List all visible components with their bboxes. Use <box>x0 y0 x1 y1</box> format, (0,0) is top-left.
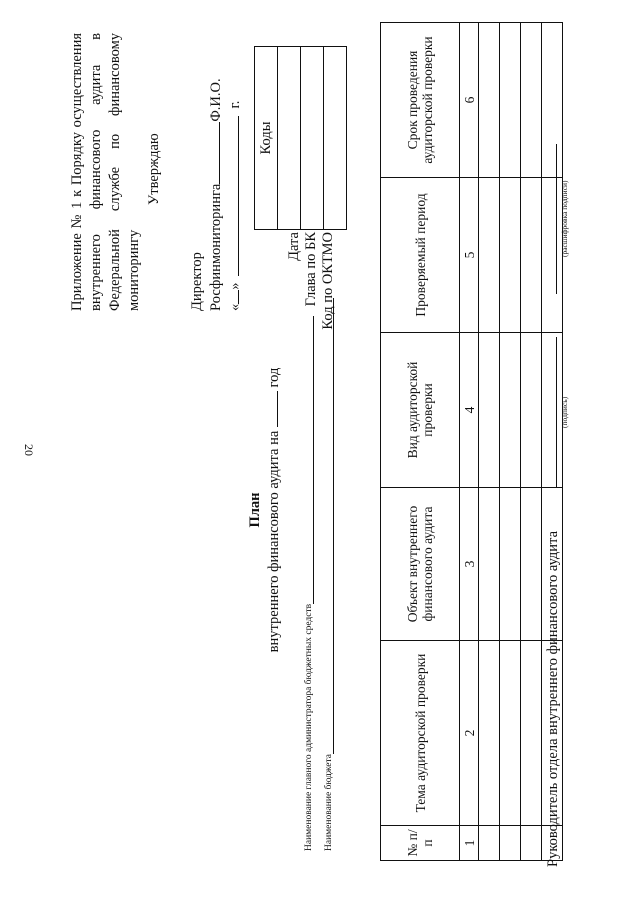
signature-decode-line <box>542 144 569 294</box>
date-year-suffix: г. <box>227 100 243 109</box>
code-label-oktmo: Код по ОКТМО <box>320 232 336 330</box>
table-cell <box>500 641 521 826</box>
table-cell <box>521 641 542 826</box>
table-cell <box>479 178 500 333</box>
table-cell <box>479 826 500 861</box>
budget-blank <box>324 298 334 754</box>
date-month-blank <box>226 117 239 277</box>
table-cell <box>479 488 500 641</box>
table-cell <box>479 333 500 488</box>
table-cell <box>479 641 500 826</box>
table-cell: 4 <box>460 333 479 488</box>
table-cell <box>500 23 521 178</box>
signature-decode-caption: (расшифровка подписи) <box>560 180 569 258</box>
header-topic: Тема аудиторской проверки <box>381 641 460 826</box>
code-label-date: Дата <box>286 232 302 261</box>
table-cell <box>500 333 521 488</box>
plan-title: План <box>247 492 263 528</box>
codes-table <box>254 46 347 230</box>
table-cell: 3 <box>460 488 479 641</box>
plan-subtitle-suffix: год <box>266 367 282 388</box>
director-name: Ф.И.О. <box>208 78 224 122</box>
table-cell <box>521 333 542 488</box>
table-number-row <box>460 23 479 861</box>
page-number: 20 <box>22 444 36 456</box>
plan-title-block <box>246 295 284 725</box>
header-deadline: Срок проведения аудиторской проверки <box>381 23 460 178</box>
plan-subtitle <box>265 295 284 725</box>
table-cell <box>500 178 521 333</box>
admin-blank <box>304 316 314 604</box>
table-cell <box>500 826 521 861</box>
header-period: Проверяемый период <box>381 178 460 333</box>
code-cell-date <box>278 47 301 230</box>
header-object: Объект внутреннего финансового аудита <box>381 488 460 641</box>
table-row <box>479 23 500 861</box>
plan-year-blank <box>267 391 278 427</box>
date-close-quote: » <box>227 282 243 290</box>
director-signature-line <box>207 36 226 311</box>
audit-plan-table <box>380 22 563 861</box>
signature-line <box>542 337 569 487</box>
budget-field <box>324 298 334 851</box>
codes-labels <box>286 232 337 347</box>
table-cell: 2 <box>460 641 479 826</box>
table-row <box>521 23 542 861</box>
signature-block <box>542 27 569 867</box>
code-label-chapter: Глава по БК <box>303 232 319 307</box>
date-open-quote: « <box>227 303 243 311</box>
codes-header: Коды <box>255 47 278 230</box>
table-header-row <box>381 23 460 861</box>
code-cell-oktmo <box>324 47 347 230</box>
table-cell <box>500 488 521 641</box>
appendix-text: Приложение № 1 к Порядку осуществления внутреннего финансового аудита в Федеральной службе по финансовому мониторингу <box>69 33 142 311</box>
admin-field <box>304 316 314 851</box>
table-cell <box>521 178 542 333</box>
table-cell: 6 <box>460 23 479 178</box>
table-row <box>500 23 521 861</box>
approval-date-line <box>226 36 245 311</box>
header-number: № п/п <box>381 826 460 861</box>
director-org: Росфинмониторинга <box>208 183 224 311</box>
header-type: Вид аудиторской проверки <box>381 333 460 488</box>
approve-label: Утверждаю <box>146 133 162 205</box>
signature-caption: (подпись) <box>560 396 569 428</box>
table-cell <box>521 826 542 861</box>
date-day-blank <box>226 290 239 304</box>
table-cell <box>479 23 500 178</box>
director-signature-blank <box>207 122 220 184</box>
admin-label: Наименование главного администратора бюджетных средств <box>304 603 314 851</box>
table-cell: 1 <box>460 826 479 861</box>
head-label: Руководитель отдела внутреннего финансового аудита <box>545 531 561 867</box>
director-title: Директор <box>189 252 205 311</box>
plan-subtitle-prefix: внутреннего финансового аудита на <box>266 430 282 653</box>
code-cell-chapter <box>301 47 324 230</box>
table-cell <box>521 488 542 641</box>
budget-label: Наименование бюджета <box>324 754 334 851</box>
table-cell <box>521 23 542 178</box>
director-block <box>188 36 245 311</box>
table-cell: 5 <box>460 178 479 333</box>
